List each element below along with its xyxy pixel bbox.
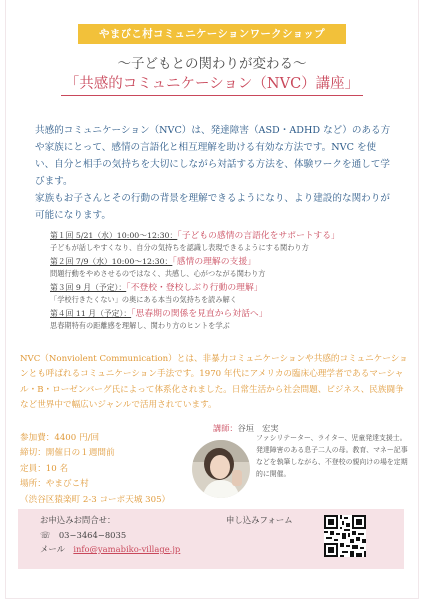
session-topic: 「不登校・登校しぶり行動の理解」 [126, 283, 263, 293]
session-date: 第１回 5/21（水）10:00〜12:30： [50, 231, 178, 240]
form-label: 申し込みフォーム [226, 515, 293, 525]
intro-paragraph-2: 家族もお子さんとその行動の背景を理解できるようになり、より建設的な関わりが可能になります。 [35, 193, 390, 221]
contact-label: お申込みお問合せ： [40, 515, 116, 525]
email-line [40, 543, 180, 555]
venue: 場所：やまびこ村 [20, 479, 89, 490]
session-item [50, 230, 390, 254]
venue-address: （渋谷区猿楽町 2-3 コーポ天城 305） [20, 494, 171, 505]
session-item [50, 308, 390, 332]
session-heading [50, 308, 390, 320]
qr-code-icon[interactable] [324, 515, 366, 557]
session-topic: 「感情の理解の支援」 [172, 257, 256, 267]
email-link[interactable]: info@yamabiko-village.jp [73, 544, 181, 554]
contact-footer [18, 509, 404, 569]
title-text: 「共感的コミュニケーション（NVC）講座」 [61, 72, 363, 96]
session-date: 第２回 7/9（水）10:00〜12:30： [50, 257, 173, 266]
session-topic: 「思春期の関係を見直から対話へ」 [131, 309, 268, 319]
instructor-name: 谷垣 宏実 [237, 423, 279, 433]
page-title [0, 72, 424, 96]
session-description: 子どもが話しやすくなり、自分の気持ちを認識し表現できるようにする関わり方 [50, 243, 309, 252]
session-description: 問題行動をやめさせるのではなく、共感し、心がつながる関わり方 [50, 269, 266, 278]
instructor-label: 講師： [213, 423, 238, 433]
session-date: 第３回 9 月（予定）： [50, 283, 127, 292]
instructor-photo-image [192, 440, 250, 498]
nvc-description: NVC（Nonviolent Communication）とは、非暴力コミュニケーションや共感的コミュニケーションとも呼ばれるコミュニケーション手法です。1970 年代にアメリカの臨床心理学者であるマーシャル・B・ローゼンバーグ氏によって体系化されました。日常生活から社会問題、ビジネス、民族闘争など世界中で幅広いジャンルで活用されています。 [20, 354, 408, 411]
session-description: 「学校行きたくない」の奥にある本当の気持ちを読み解く [50, 295, 237, 304]
session-heading [50, 230, 390, 242]
session-list [50, 230, 390, 334]
session-topic: 「子どもの感情の言語化をサポートする」 [177, 231, 340, 241]
phone-number: ☏ 03−3464−8035 [40, 530, 127, 540]
instructor-photo [192, 440, 250, 498]
intro-text [35, 122, 393, 224]
email-label: メール [40, 544, 65, 554]
capacity: 定員：10 名 [20, 463, 69, 474]
header-banner: やまびこ村コミュニケーションワークショップ [78, 24, 346, 44]
session-heading [50, 256, 390, 268]
event-details [20, 431, 220, 508]
subtitle: 〜子どもとの関わりが変わる〜 [117, 56, 307, 72]
session-date: 第４回 11 月（予定）： [50, 309, 132, 318]
intro-paragraph-1: 共感的コミュニケーション（NVC）は、発達障害（ASD・ADHD など）のある方や家族にとって、感情の言語化と相互理解を助ける有効な方法です。NVC を使い、自分と相手の気持ちを大切にしながら対話する方法を、体験ワークを通して学びます。 [35, 125, 391, 187]
deadline: 締切：開催日の１週間前 [20, 448, 115, 459]
session-heading [50, 282, 390, 294]
session-item [50, 282, 390, 306]
session-description: 思春期特有の距離感を理解し、関わり方のヒントを学ぶ [50, 321, 230, 330]
session-item [50, 256, 390, 280]
fee: 参加費：4400 円/回 [20, 433, 100, 443]
instructor-bio: ファシリテーター、ライター、児童発達支援士。 発達障害のある息子二人の母。教育、マネー記事などを執筆しながら、不登校の親向けの場を定期的に開催。 [256, 434, 410, 478]
